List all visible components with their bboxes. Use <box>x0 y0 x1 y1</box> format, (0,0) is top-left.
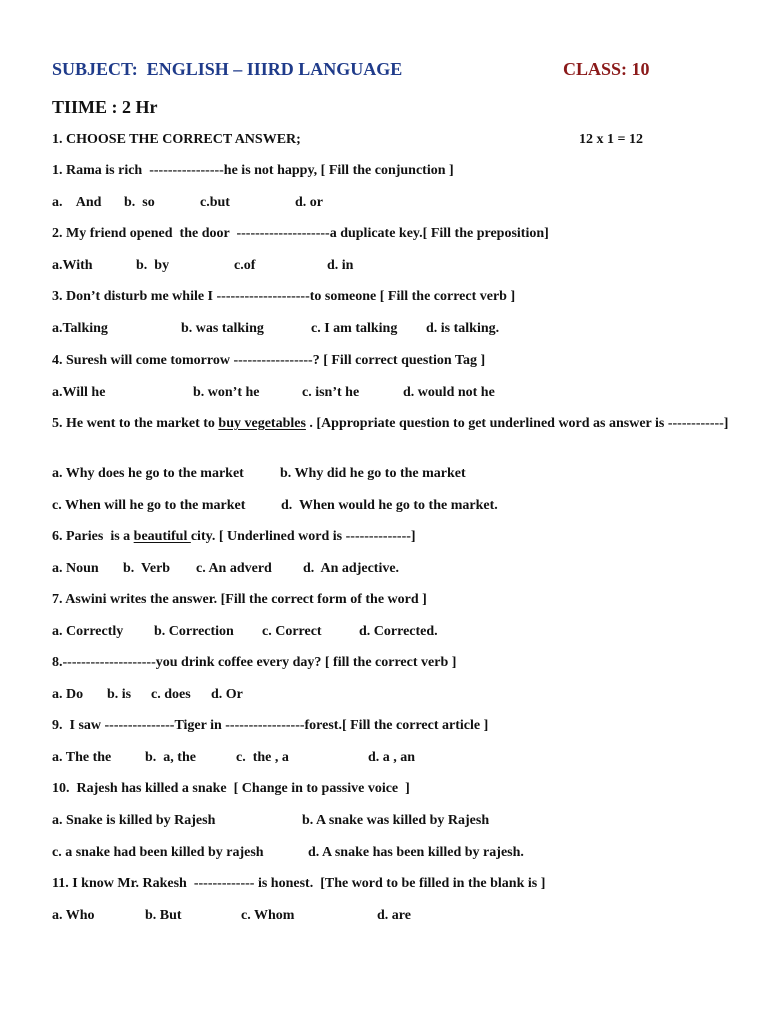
q2-option-c: c.of <box>234 258 256 273</box>
q7-option-a: a. Correctly <box>52 624 124 639</box>
q5-option-b: b. Why did he go to the market <box>280 466 466 481</box>
q3-option-c: c. I am talking <box>311 321 398 336</box>
q11-option-d: d. are <box>377 908 411 923</box>
question-11: 11. I know Mr. Rakesh ------------- is honest. [The word to be filled in the blank is ] <box>52 876 546 891</box>
q5-text-after: . [Appropriate question to get underlined word as answer is ------------] <box>305 416 729 431</box>
question-8: 8.--------------------you drink coffee every day? [ fill the correct verb ] <box>52 655 457 670</box>
q11-option-b: b. But <box>145 908 182 923</box>
question-1: 1. Rama is rich ----------------he is not happy, [ Fill the conjunction ] <box>52 163 454 178</box>
q4-option-c: c. isn’t he <box>302 385 360 400</box>
q11-option-a: a. Who <box>52 908 95 923</box>
q4-option-d: d. would not he <box>403 385 495 400</box>
q4-option-a: a.Will he <box>52 385 106 400</box>
question-6 <box>52 528 416 546</box>
q5-text-before: 5. He went to the market to <box>52 416 219 431</box>
q3-option-b: b. was talking <box>181 321 264 336</box>
q2-option-b: b. by <box>136 258 170 273</box>
q5-option-a: a. Why does he go to the market <box>52 466 244 481</box>
q6-option-d: d. An adjective. <box>303 561 400 576</box>
q5-option-d: d. When would he go to the market. <box>281 498 498 513</box>
q6-underlined-word: beautiful <box>133 529 191 544</box>
class-label: CLASS: 10 <box>563 59 650 79</box>
q11-option-c: c. Whom <box>241 908 295 923</box>
q2-option-d: d. in <box>327 258 354 273</box>
question-9: 9. I saw ---------------Tiger in -----------------forest.[ Fill the correct article ] <box>52 718 489 733</box>
q1-option-c: c.but <box>200 195 230 210</box>
q7-option-c: c. Correct <box>262 624 322 639</box>
q1-option-b: b. so <box>124 195 155 210</box>
question-3: 3. Don’t disturb me while I --------------------to someone [ Fill the correct verb ] <box>52 289 516 304</box>
q10-option-c: c. a snake had been killed by rajesh <box>52 845 264 860</box>
q6-text-after: city. [ Underlined word is --------------] <box>190 529 416 544</box>
q6-text-before: 6. Paries is a <box>52 529 134 544</box>
q1-option-a: a. And <box>52 195 102 210</box>
q10-option-d: d. A snake has been killed by rajesh. <box>308 845 524 860</box>
q9-option-b: b. a, the <box>145 750 196 765</box>
q3-option-a: a.Talking <box>52 321 108 336</box>
q7-option-d: d. Corrected. <box>359 624 438 639</box>
q9-option-d: d. a , an <box>368 750 416 765</box>
q5-underlined-phrase: buy vegetables <box>218 416 306 431</box>
question-5 <box>52 415 742 433</box>
q9-option-a: a. The the <box>52 750 112 765</box>
q6-option-b: b. Verb <box>123 561 171 576</box>
q8-option-c: c. does <box>151 687 191 702</box>
q10-option-a: a. Snake is killed by Rajesh <box>52 813 216 828</box>
question-4: 4. Suresh will come tomorrow -----------------? [ Fill correct question Tag ] <box>52 353 486 368</box>
section-marks: 12 x 1 = 12 <box>579 132 643 147</box>
question-7: 7. Aswini writes the answer. [Fill the correct form of the word ] <box>52 592 427 607</box>
q4-option-b: b. won’t he <box>193 385 260 400</box>
q3-option-d: d. is talking. <box>426 321 500 336</box>
q8-option-a: a. Do <box>52 687 84 702</box>
q9-option-c: c. the , a <box>236 750 289 765</box>
q8-option-d: d. Or <box>211 687 243 702</box>
q7-option-b: b. Correction <box>154 624 234 639</box>
q6-option-a: a. Noun <box>52 561 99 576</box>
subject-heading: SUBJECT: ENGLISH – IIIRD LANGUAGE <box>52 59 403 79</box>
section-title: 1. CHOOSE THE CORRECT ANSWER; <box>52 132 301 147</box>
q6-option-c: c. An adverd <box>196 561 272 576</box>
time-label: TIIME : 2 Hr <box>52 97 158 117</box>
q10-option-b: b. A snake was killed by Rajesh <box>302 813 490 828</box>
q8-option-b: b. is <box>107 687 132 702</box>
q1-option-d: d. or <box>295 195 323 210</box>
q5-option-c: c. When will he go to the market <box>52 498 246 513</box>
q2-option-a: a.With <box>52 258 93 273</box>
question-10: 10. Rajesh has killed a snake [ Change in to passive voice ] <box>52 781 410 796</box>
question-2: 2. My friend opened the door --------------------a duplicate key.[ Fill the preposition] <box>52 226 549 241</box>
